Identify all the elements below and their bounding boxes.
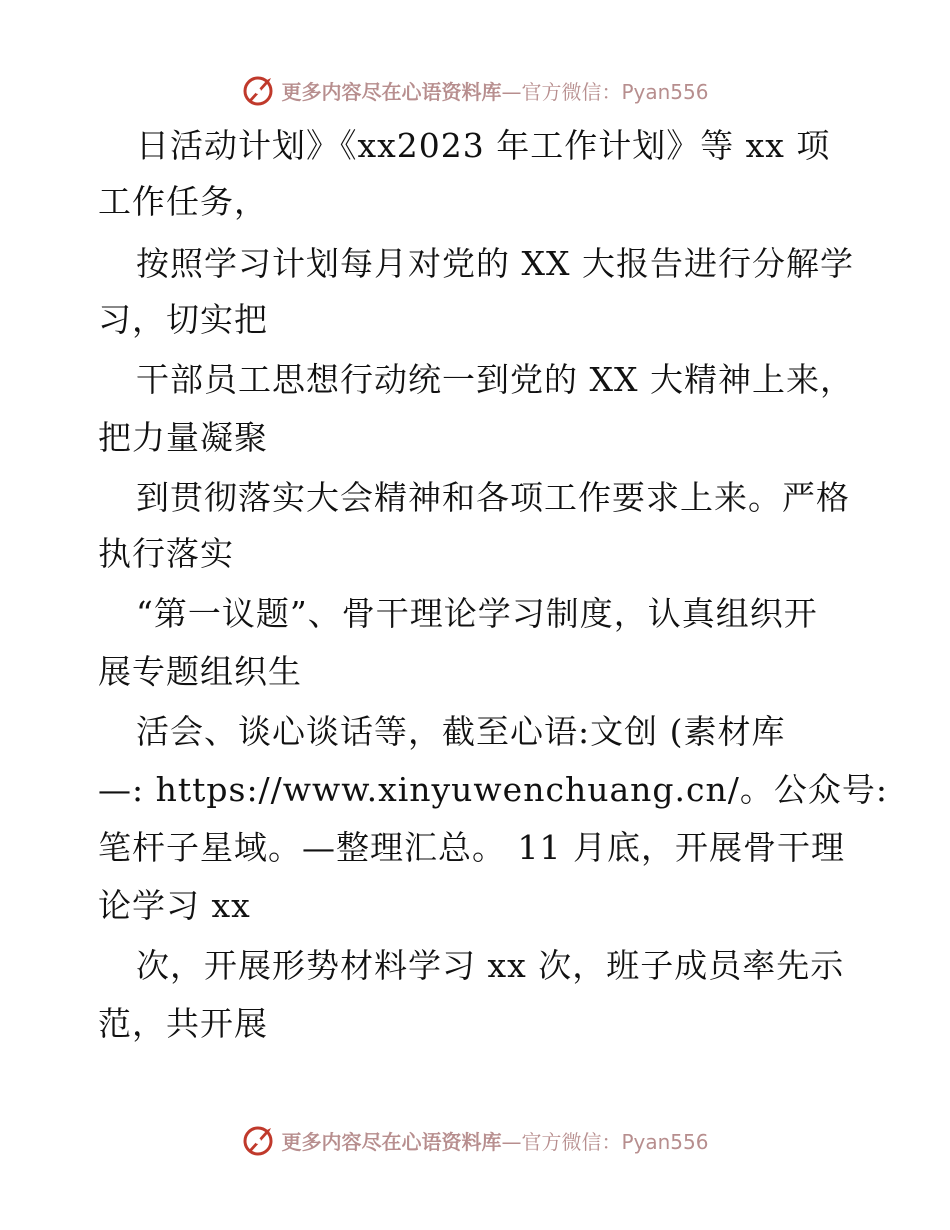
watermark-tail: —官方微信：Pyan556 — [501, 1129, 709, 1154]
watermark-head: 更多内容尽在心语资料库 — [281, 1129, 502, 1154]
body-line: 论学习 xx — [98, 886, 251, 925]
body-line: —: https://www.xinyuwenchuang.cn/。公众号: — [98, 770, 888, 809]
watermark-text — [281, 1126, 708, 1155]
body-line: 日活动计划》《xx2023 年工作计划》等 xx 项 — [136, 126, 831, 165]
quill-pen-seal-icon — [241, 72, 277, 108]
body-line: 按照学习计划每月对党的 XX 大报告进行分解学 — [136, 244, 854, 283]
watermark-tail: —官方微信：Pyan556 — [501, 79, 709, 104]
body-line: 笔杆子星域。—整理汇总。 11 月底，开展骨干理 — [98, 828, 845, 867]
watermark-head: 更多内容尽在心语资料库 — [281, 79, 502, 104]
quill-pen-seal-icon — [241, 1122, 277, 1158]
body-line: 次，开展形势材料学习 xx 次，班子成员率先示 — [136, 946, 845, 985]
body-line: 干部员工思想行动统一到党的 XX 大精神上来， — [136, 360, 854, 399]
body-line: “第一议题”、骨干理论学习制度，认真组织开 — [136, 594, 818, 633]
body-line: 工作任务， — [98, 182, 268, 221]
body-line: 把力量凝聚 — [98, 418, 268, 457]
body-line: 习，切实把 — [98, 300, 268, 339]
body-line: 范，共开展 — [98, 1004, 268, 1043]
body-line: 展专题组织生 — [98, 652, 302, 691]
footer-watermark — [0, 1120, 950, 1160]
body-line: 活会、谈心谈话等，截至心语:文创 (素材库 — [136, 712, 786, 751]
body-line: 到贯彻落实大会精神和各项工作要求上来。严格 — [136, 478, 850, 517]
body-line: 执行落实 — [98, 534, 234, 573]
watermark-text — [281, 76, 708, 105]
header-watermark — [0, 70, 950, 110]
